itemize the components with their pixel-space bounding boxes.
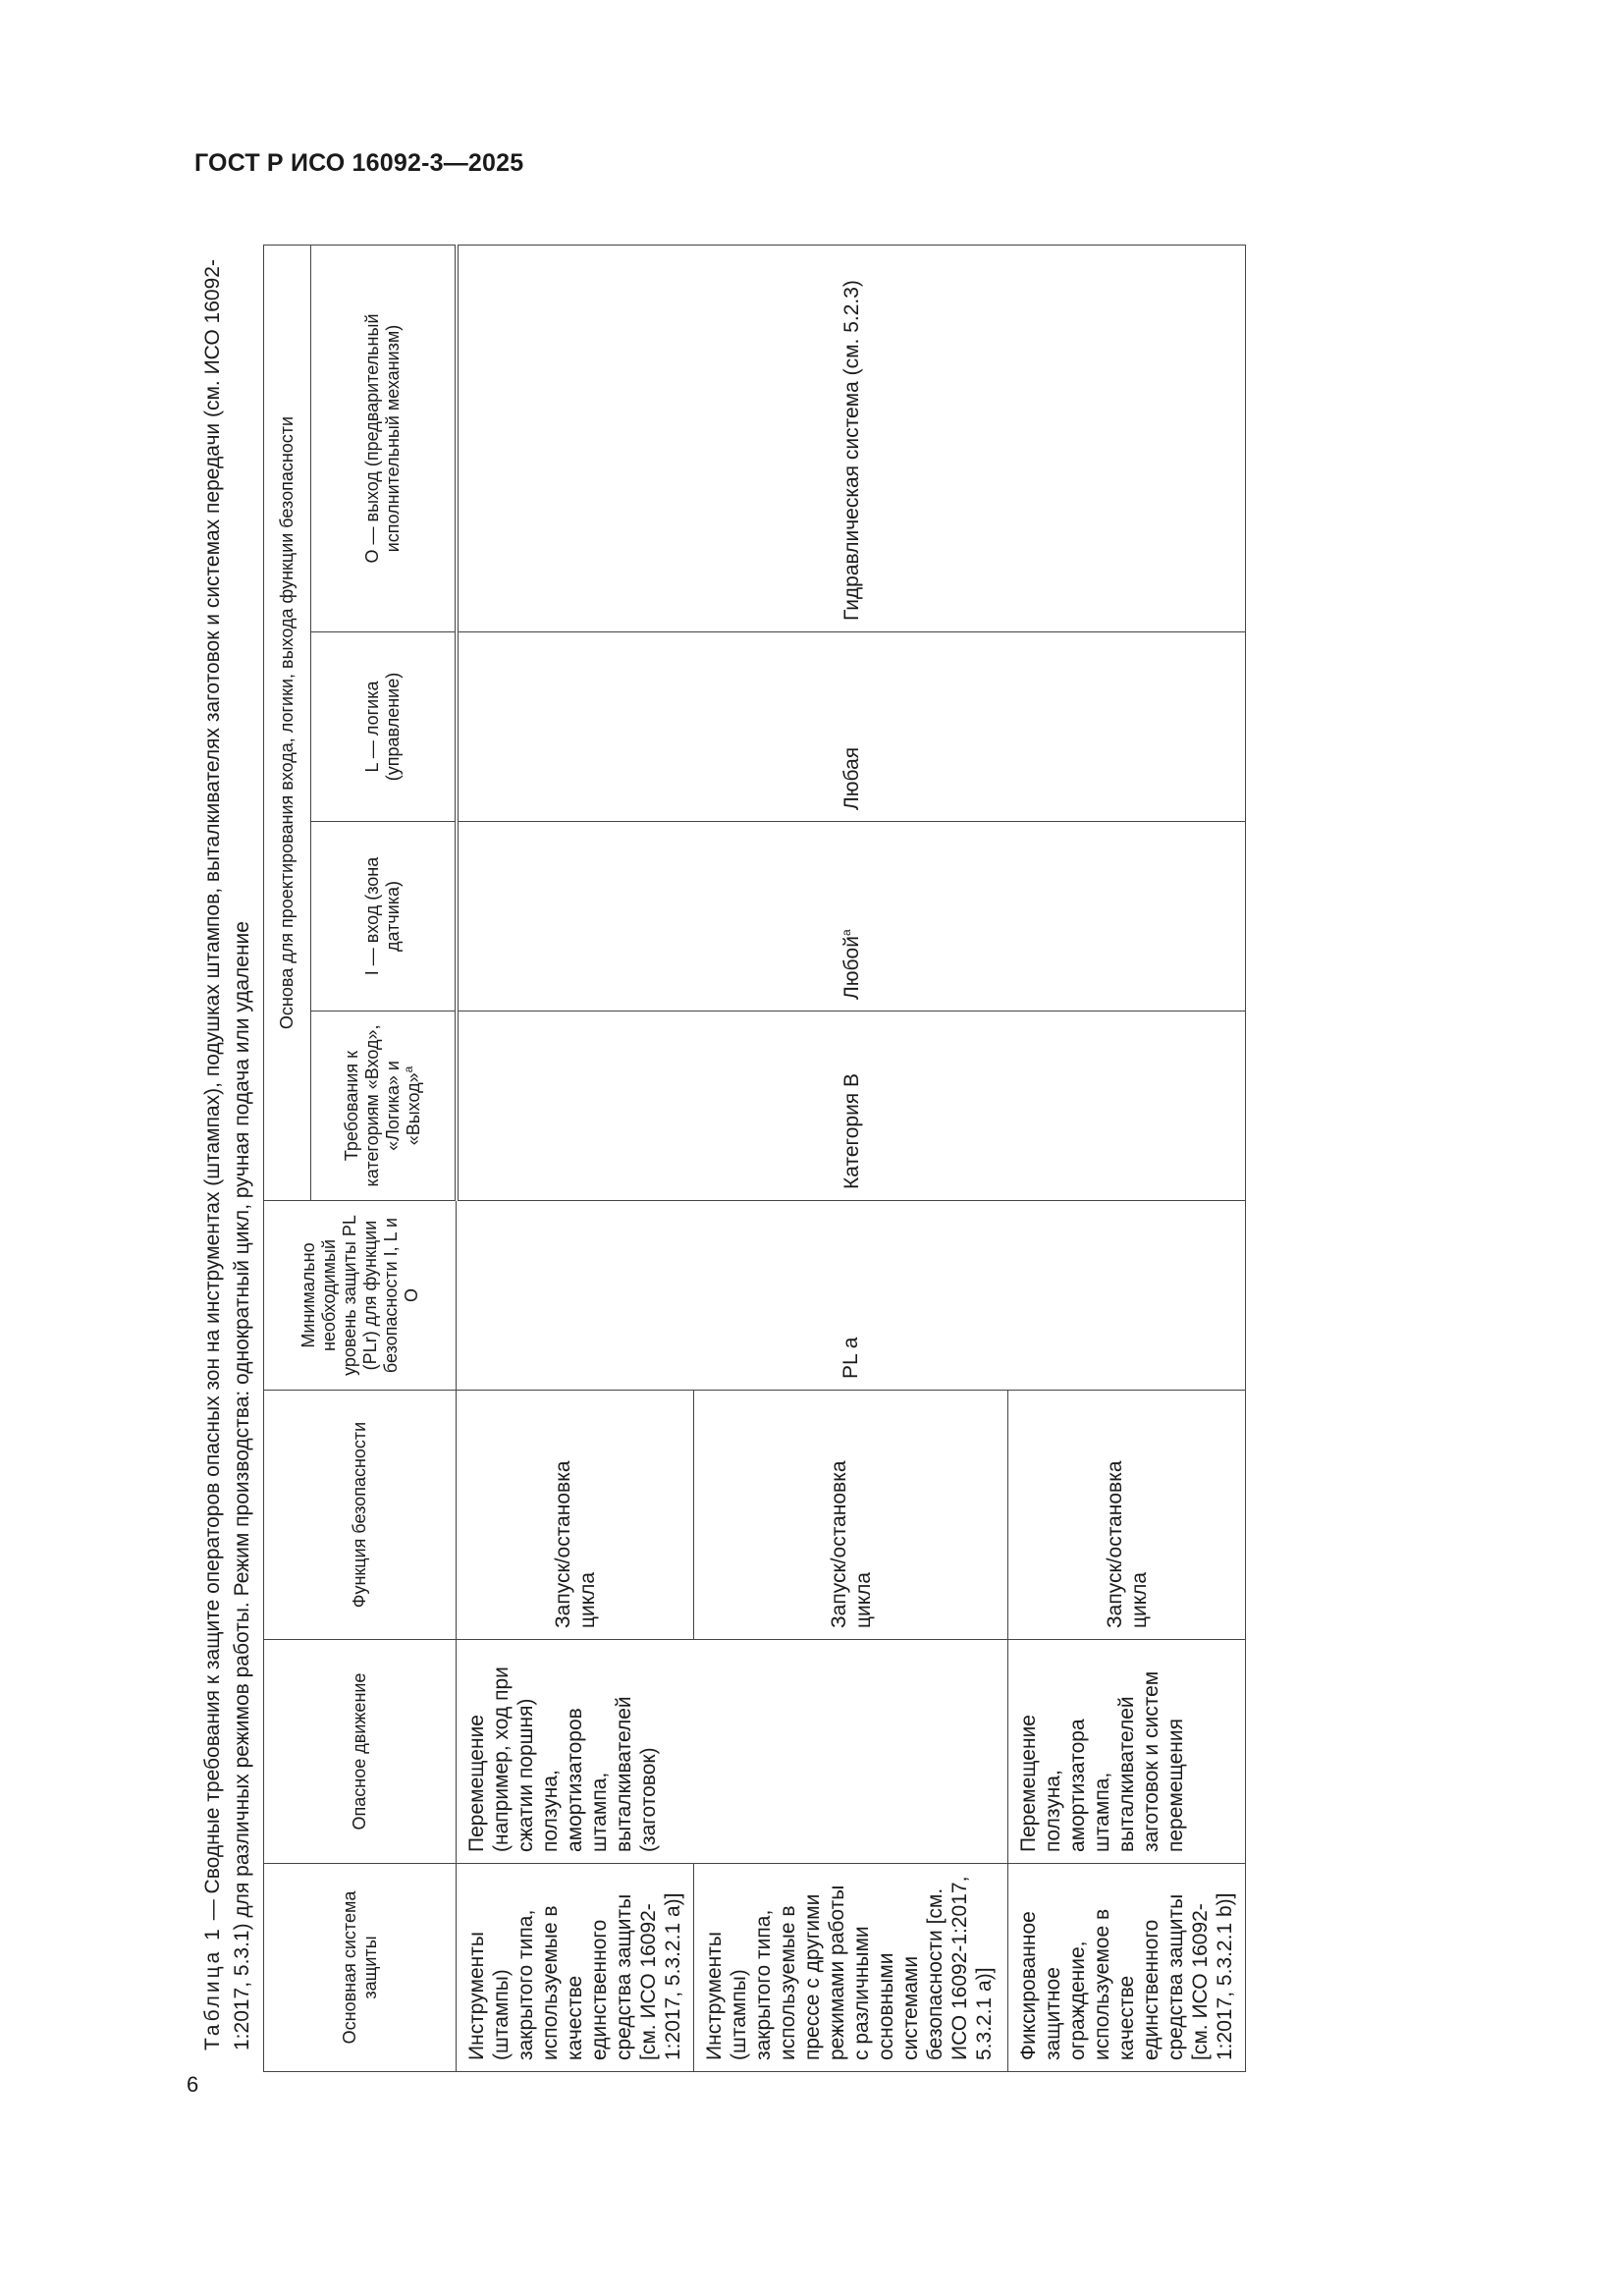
document-header: ГОСТ Р ИСО 16092-3—2025 — [194, 149, 524, 177]
header-output: O — выход (предварительный исполнительный механизм) — [311, 245, 457, 631]
header-requirements-text: Требования к категориям «Вход», «Логика» и «Выход» — [341, 1024, 423, 1187]
header-requirements — [311, 1011, 457, 1201]
input-value-footnote: a — [839, 929, 853, 937]
header-input: I — вход (зона датчика) — [311, 822, 457, 1011]
rotated-table-container — [177, 216, 1236, 2072]
row1-system: Инструменты (штампы) закрытого типа, используемые в качестве единственного средства защиты [см. ИСО 16092-1:2017, 5.3.2.1 a)] — [457, 1864, 694, 2072]
category-value: Категория B — [457, 1011, 1246, 1201]
output-value: Гидравлическая система (см. 5.2.3) — [457, 245, 1246, 631]
input-value-text: Любой — [839, 936, 863, 1000]
row1-2-motion: Перемещение (например, ход при сжатии поршня) ползуна, амортизаторов штампа, выталкивателей (заготовок) — [457, 1640, 1008, 1864]
header-pl: Минимально необходимый уровень защиты PL (PLr) для функции безопасности I, L и O — [264, 1201, 457, 1391]
requirements-table — [263, 245, 1246, 2072]
table-row — [457, 245, 694, 2071]
row2-system: Инструменты (штампы) закрытого типа, используемые в прессе с другими режимами работы с различными основными системами безопасности [см. ИСО 16092-1:2017, 5.3.2.1 a)] — [694, 1864, 1008, 2072]
row1-function: Запуск/остановка цикла — [457, 1391, 694, 1640]
row3-motion: Перемещение ползуна, амортизатора штампа, выталкивателей заготовок и систем перемещения — [1008, 1640, 1246, 1864]
row3-system: Фиксированное защитное ограждение, используемое в качестве единственного средства защиты [см. ИСО 16092-1:2017, 5.3.2.1 b)] — [1008, 1864, 1246, 2072]
pl-value: PL a — [457, 1201, 1246, 1391]
input-value — [457, 822, 1246, 1011]
page-number: 6 — [187, 2072, 199, 2097]
logic-value: Любая — [457, 632, 1246, 822]
row2-function: Запуск/остановка цикла — [694, 1391, 1008, 1640]
header-system: Основная система защиты — [264, 1864, 457, 2072]
header-basis: Основа для проектирования входа, логики, выхода функции безопасности — [264, 245, 311, 1200]
header-logic: L — логика (управление) — [311, 632, 457, 822]
table-caption-text: — Сводные требования к защите операторов опасных зон на инструментах (штампах), подушках штампов, выталкивателях заготовок и системах передачи (см. ИСО 16092-1:2017, 5.3.1) для различных режимов работы. Режим производства: однократный цикл, ручная подача или удаление — [201, 259, 253, 2050]
header-requirements-footnote: a — [401, 1066, 415, 1073]
header-motion: Опасное движение — [264, 1640, 457, 1864]
header-function: Функция безопасности — [264, 1391, 457, 1640]
table-caption-label: Таблица 1 — [201, 1926, 224, 2050]
table-caption — [198, 204, 257, 2050]
row3-function: Запуск/остановка цикла — [1008, 1391, 1246, 1640]
table-header-row — [264, 245, 311, 2071]
